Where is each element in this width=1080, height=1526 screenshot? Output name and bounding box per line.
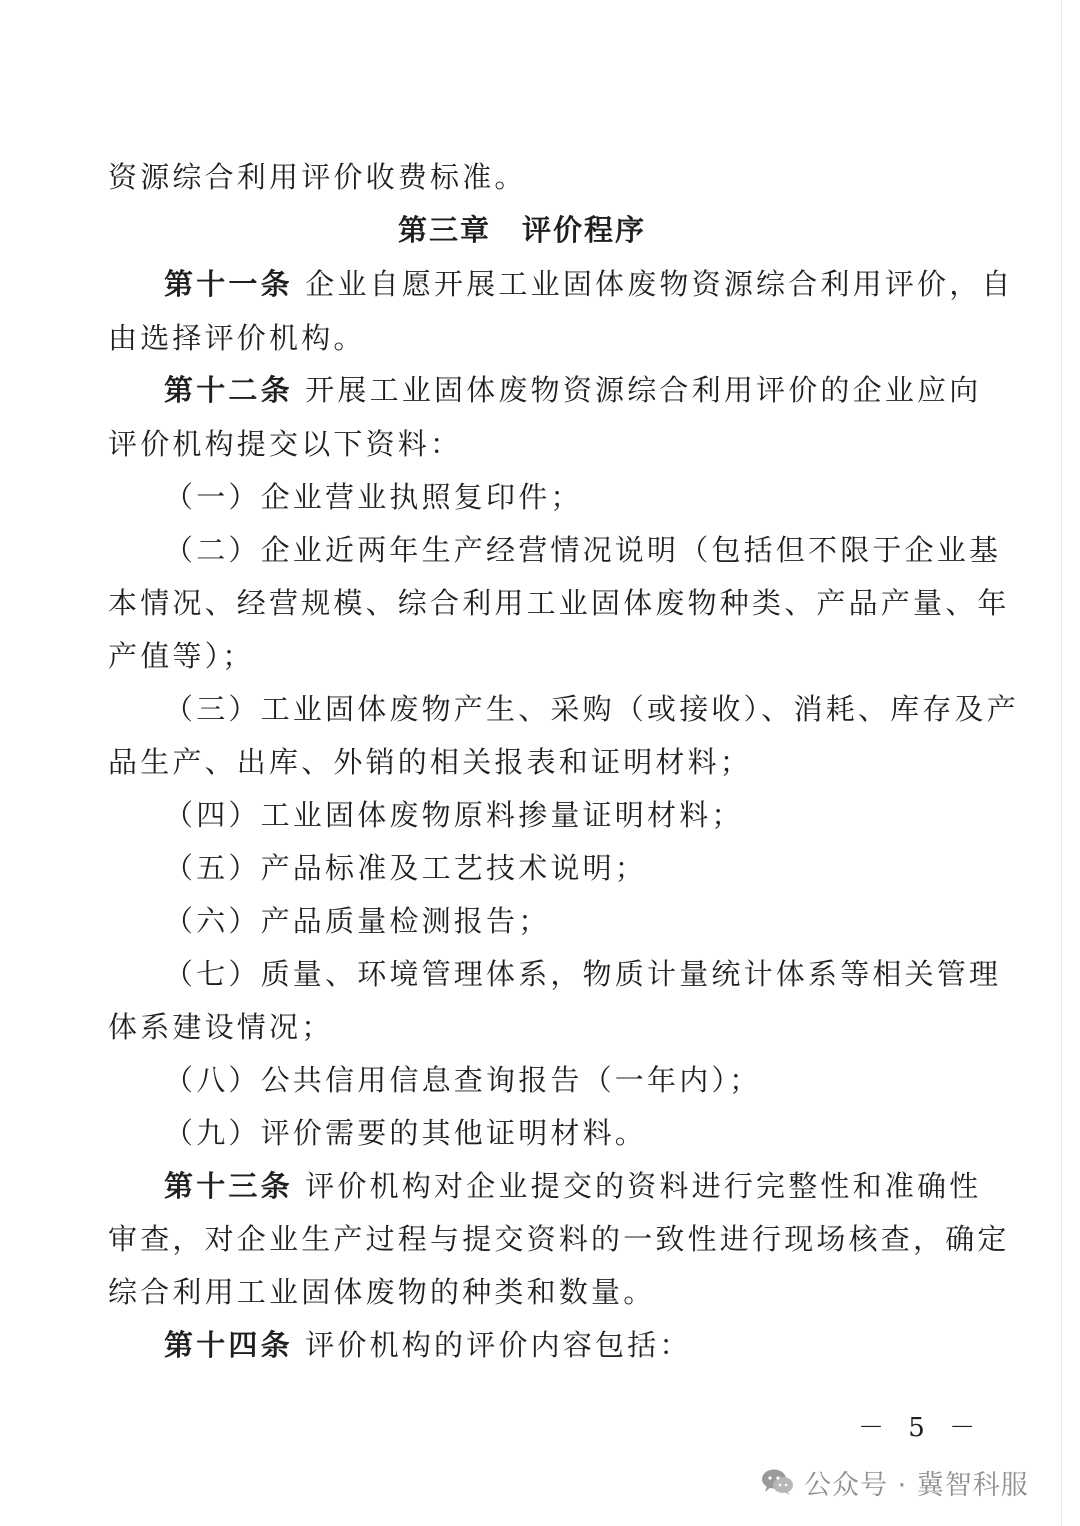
list-item: （一）企业营业执照复印件； <box>164 480 583 514</box>
chapter-title: 第三章 评价程序 <box>398 213 647 247</box>
list-item: （三）工业固体废物产生、采购（或接收）、消耗、库存及产 <box>164 692 1019 726</box>
list-item: （九）评价需要的其他证明材料。 <box>164 1116 648 1150</box>
list-item: （七）质量、环境管理体系，物质计量统计体系等相关管理 <box>164 957 1002 991</box>
watermark-text: 公众号 · 冀智科服 <box>804 1469 1029 1501</box>
article-twelve <box>164 370 981 410</box>
list-item: （二）企业近两年生产经营情况说明（包括但不限于企业基 <box>164 533 1002 567</box>
article-text: 开展工业固体废物资源综合利用评价的企业应向 <box>305 373 982 407</box>
article-label: 第十一条 <box>164 267 293 301</box>
paragraph-line: 体系建设情况； <box>108 1010 334 1044</box>
page-number: － 5 － <box>858 1413 984 1443</box>
article-label: 第十四条 <box>164 1328 293 1362</box>
article-fourteen <box>164 1325 692 1365</box>
list-item: （四）工业固体废物原料掺量证明材料； <box>164 798 744 832</box>
article-label: 第十二条 <box>164 373 293 407</box>
list-item: （六）产品质量检测报告； <box>164 904 551 938</box>
article-label: 第十三条 <box>164 1169 293 1203</box>
paragraph-line: 品生产、出库、外销的相关报表和证明材料； <box>108 745 753 779</box>
article-thirteen <box>164 1166 981 1206</box>
list-item: （五）产品标准及工艺技术说明； <box>164 851 648 885</box>
list-item: （八）公共信用信息查询报告（一年内）； <box>164 1063 762 1097</box>
wechat-watermark <box>760 1456 1029 1508</box>
article-text: 企业自愿开展工业固体废物资源综合利用评价，自 <box>305 267 1014 301</box>
wechat-icon <box>760 1467 794 1497</box>
article-eleven <box>164 264 1014 304</box>
paragraph-line: 产值等）； <box>108 639 255 673</box>
paragraph-line: 由选择评价机构。 <box>108 321 366 355</box>
paragraph-line: 资源综合利用评价收费标准。 <box>108 160 527 194</box>
paragraph-line: 综合利用工业固体废物的种类和数量。 <box>108 1275 656 1309</box>
article-text: 评价机构的评价内容包括： <box>305 1328 692 1362</box>
paragraph-line: 本情况、经营规模、综合利用工业固体废物种类、产品产量、年 <box>108 586 1010 620</box>
paragraph-line: 审查，对企业生产过程与提交资料的一致性进行现场核查，确定 <box>108 1222 1010 1256</box>
article-text: 评价机构对企业提交的资料进行完整性和准确性 <box>305 1169 982 1203</box>
page-edge-line <box>1061 0 1062 1526</box>
paragraph-line: 评价机构提交以下资料： <box>108 427 463 461</box>
